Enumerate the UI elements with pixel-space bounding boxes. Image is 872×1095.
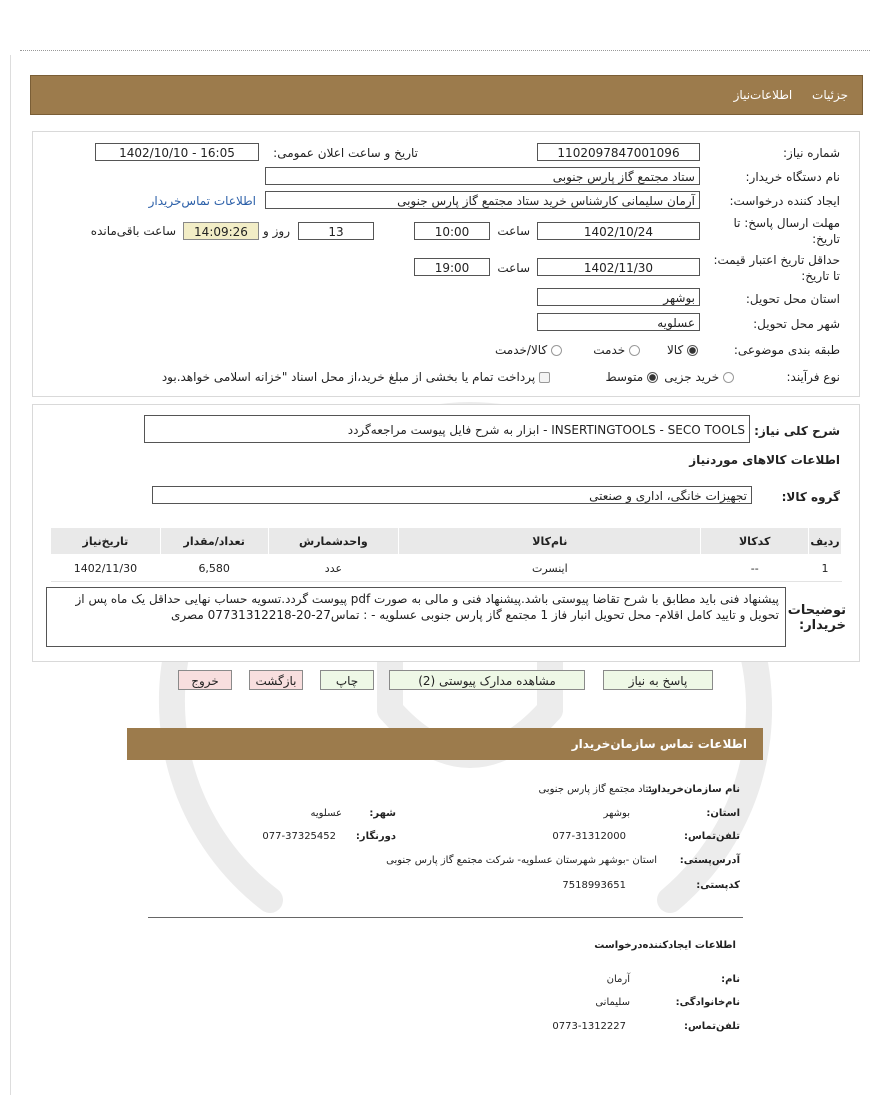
- radio-medium[interactable]: [647, 372, 658, 383]
- col-unit: واحدشمارش: [268, 528, 399, 555]
- cell-name: اینسرت: [399, 555, 701, 582]
- page-header: [30, 75, 863, 115]
- table-row[interactable]: [51, 555, 842, 582]
- org-label: نام سازمان‌خریدار:: [647, 784, 740, 795]
- left-border: [10, 55, 11, 1095]
- contact-header: [127, 728, 763, 760]
- radio-service[interactable]: [629, 345, 640, 356]
- postal-value: 7518993651: [562, 880, 626, 891]
- radio-goods[interactable]: [687, 345, 698, 356]
- creator-label: ایجاد کننده درخواست:: [729, 194, 840, 208]
- deadline-date-field: 1402/10/24: [537, 222, 700, 240]
- deadline-label-2: تاریخ:: [812, 232, 840, 246]
- group-label: گروه کالا:: [781, 490, 840, 504]
- col-code: کدکالا: [701, 528, 809, 555]
- contact-divider: [148, 917, 743, 918]
- contact-city-label: شهر:: [369, 808, 396, 819]
- validity-label-1: حداقل تاریخ اعتبار قیمت:: [713, 253, 840, 267]
- category-option-goods-service[interactable]: کالا/خدمت: [495, 343, 562, 357]
- group-field: تجهیزات خانگی، اداری و صنعتی: [152, 486, 752, 504]
- creator-phone-label: تلفن‌تماس:: [683, 1021, 740, 1032]
- postal-label: کدپستی:: [696, 880, 740, 891]
- creator-info-title: اطلاعات ایجادکننده‌درخواست: [594, 940, 736, 951]
- creator-name-label: نام:: [721, 974, 740, 985]
- tab-details[interactable]: جزئیات: [812, 88, 848, 102]
- org-value: ستاد مجتمع گاز پارس جنوبی: [538, 784, 657, 795]
- cell-row: 1: [809, 555, 842, 582]
- validity-time-label: ساعت: [497, 261, 530, 275]
- col-qty: تعداد/مقدار: [160, 528, 268, 555]
- fax-value: 077-37325452: [262, 831, 336, 842]
- creator-name-value: آرمان: [606, 974, 630, 985]
- announce-field: 1402/10/10 - 16:05: [95, 143, 259, 161]
- col-row: ردیف: [809, 528, 842, 555]
- process-label: نوع فرآیند:: [786, 370, 840, 384]
- address-label: آدرس‌پستی:: [679, 855, 740, 866]
- reply-button[interactable]: پاسخ به نیاز: [603, 670, 713, 690]
- print-button[interactable]: چاپ: [320, 670, 374, 690]
- buyer-contact-link[interactable]: اطلاعات تماس‌خریدار: [148, 194, 256, 208]
- goods-title: اطلاعات کالاهای موردنیاز: [689, 453, 840, 467]
- validity-label-2: تا تاریخ:: [801, 269, 840, 283]
- creator-family-label: نام‌خانوادگی:: [675, 997, 740, 1008]
- contact-province-value: بوشهر: [603, 808, 630, 819]
- fax-label: دورنگار:: [355, 831, 396, 842]
- contact-province-label: استان:: [706, 808, 740, 819]
- city-label: شهر محل تحویل:: [753, 317, 840, 331]
- days-label: روز و: [263, 224, 290, 238]
- need-number-label: شماره نیاز:: [783, 146, 840, 160]
- buyer-label: نام دستگاه خریدار:: [745, 170, 840, 184]
- buyer-field: ستاد مجتمع گاز پارس جنوبی: [265, 167, 700, 185]
- category-option-service[interactable]: خدمت: [593, 343, 640, 357]
- process-option-partial[interactable]: خرید جزیی: [664, 370, 734, 384]
- days-field: 13: [298, 222, 374, 240]
- creator-field: آرمان سلیمانی کارشناس خرید ستاد مجتمع گاز پارس جنوبی: [265, 191, 700, 209]
- payment-checkbox[interactable]: [539, 372, 550, 383]
- deadline-time-label: ساعت: [497, 224, 530, 238]
- summary-field: INSERTINGTOOLS - SECO TOOLS - ابزار به شرح فایل پیوست مراجعه‌گردد: [144, 415, 750, 443]
- radio-goods-service[interactable]: [551, 345, 562, 356]
- need-number-field: 1102097847001096: [537, 143, 700, 161]
- cell-date: 1402/11/30: [51, 555, 161, 582]
- contact-title: اطلاعات تماس سازمان‌خریدار: [571, 737, 747, 751]
- col-name: نام‌کالا: [399, 528, 701, 555]
- payment-note[interactable]: پرداخت تمام یا بخشی از مبلغ خرید،از محل اسناد "خزانه اسلامی خواهد.بود: [162, 370, 550, 384]
- cell-unit: عدد: [268, 555, 399, 582]
- tab-need-info[interactable]: اطلاعات‌نیاز: [733, 88, 793, 102]
- city-field: عسلویه: [537, 313, 700, 331]
- creator-phone-value: 0773-1312227: [552, 1021, 626, 1032]
- summary-label: شرح کلی نیاز:: [754, 424, 840, 438]
- notes-box: پیشنهاد فنی باید مطابق با شرح تقاضا پیوستی باشد.پیشنهاد فنی و مالی به صورت pdf پیوست گردد.تسویه حساب نهایی حداقل یک ماه پس از تحویل و تایید کامل اقلام- محل تحویل انبار فاز 1 مجتمع گاز پارس جنوبی عسلویه - : تماس27-20-07731312218 مصری: [46, 587, 786, 647]
- validity-time-field: 19:00: [414, 258, 490, 276]
- view-documents-button[interactable]: مشاهده مدارک پیوستی (2): [389, 670, 585, 690]
- notes-label: توضیحات خریدار:: [787, 603, 846, 633]
- top-divider: [20, 50, 870, 51]
- creator-family-value: سلیمانی: [595, 997, 630, 1008]
- address-value: استان -بوشهر شهرستان عسلویه- شرکت مجتمع گاز پارس جنوبی: [386, 855, 657, 866]
- contact-city-value: عسلویه: [310, 808, 342, 819]
- validity-date-field: 1402/11/30: [537, 258, 700, 276]
- contact-phone-label: تلفن‌تماس:: [683, 831, 740, 842]
- exit-button[interactable]: خروج: [178, 670, 232, 690]
- contact-phone-value: 077-31312000: [552, 831, 626, 842]
- announce-label: تاریخ و ساعت اعلان عمومی:: [273, 146, 418, 160]
- back-button[interactable]: بازگشت: [249, 670, 303, 690]
- deadline-time-field: 10:00: [414, 222, 490, 240]
- cell-code: --: [701, 555, 809, 582]
- category-label: طبقه بندی موضوعی:: [733, 343, 840, 357]
- deadline-label-1: مهلت ارسال پاسخ: تا: [733, 216, 840, 230]
- goods-table: [50, 527, 842, 582]
- province-label: استان محل تحویل:: [745, 292, 840, 306]
- radio-partial[interactable]: [723, 372, 734, 383]
- process-option-medium[interactable]: متوسط: [605, 370, 658, 384]
- table-header-row: [51, 528, 842, 555]
- col-date: تاریخ‌نیاز: [51, 528, 161, 555]
- province-field: بوشهر: [537, 288, 700, 306]
- remaining-timer: 14:09:26: [183, 222, 259, 240]
- remaining-label: ساعت باقی‌مانده: [90, 224, 176, 238]
- category-option-goods[interactable]: کالا: [667, 343, 698, 357]
- cell-qty: 6,580: [160, 555, 268, 582]
